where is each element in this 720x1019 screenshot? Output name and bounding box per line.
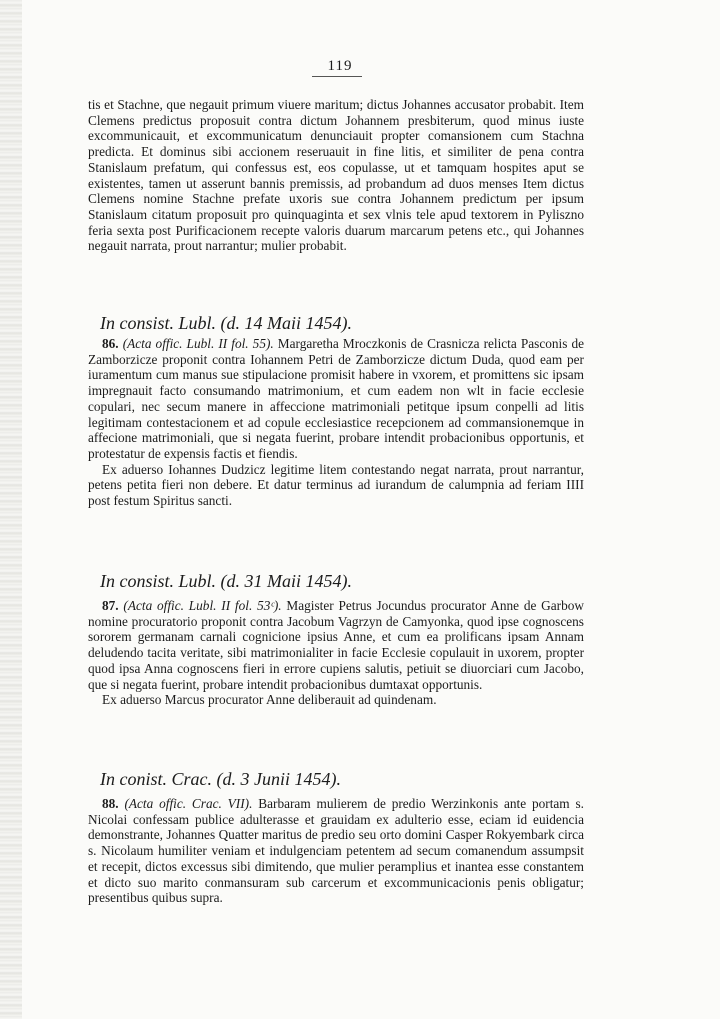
entry-citation: (Acta offic. Lubl. II fol. 53ᶜ). bbox=[123, 598, 282, 613]
entry-citation: (Acta offic. Crac. VII). bbox=[124, 796, 253, 811]
entry-citation: (Acta offic. Lubl. II fol. 55). bbox=[122, 336, 274, 351]
page-number-rule bbox=[312, 76, 362, 77]
section-heading-88: In conist. Crac. (d. 3 Junii 1454). bbox=[100, 769, 341, 789]
entry-86-response: Ex aduerso Iohannes Dudzicz legitime litem contestando negat narrata, prout narrantur, petens petita fieri non debere. Et datur terminus ad iurandum de calumpnia ad feriam IIII post festum Spiritus sancti. bbox=[88, 461, 584, 509]
entry-88 bbox=[88, 796, 584, 906]
entry-number: 88. bbox=[102, 796, 119, 811]
entry-87-response: Ex aduerso Marcus procurator Anne deliberauit ad quindenam. bbox=[102, 692, 437, 708]
entry-number: 86. bbox=[102, 336, 119, 351]
scan-edge bbox=[0, 0, 22, 1019]
entry-87 bbox=[88, 598, 584, 708]
page-number: 119 bbox=[327, 58, 353, 74]
entry-87-paragraph bbox=[88, 598, 584, 692]
entry-88-paragraph bbox=[88, 796, 584, 906]
section-heading-87: In consist. Lubl. (d. 31 Maii 1454). bbox=[100, 571, 352, 591]
entry-text: Margaretha Mroczkonis de Crasnicza relicta Pasconis de Zamborzicze proponit contra Iohannem Petri de Zamborzicze dictum Duda, quod eam per iuramentum cum manus sue stipulacione promisit habere in vxorem, et promittens sic ipsam impregnauit facto consumando matrimonium, et cum eadem non wlt in facie ecclesie copulari, nec secum manere in affeccione matrimoniali petitque ipsum conpelli ad litis legitimam contestacionem et ad copule ecclesiastice recepcionem ad commansionemque in affecione matrimoniali, que si negata fuerint, probare intendit probacionibus opportunis, et protestatur de expensis factis et fiendis. bbox=[88, 336, 584, 461]
continuation-text: tis et Stachne, que negauit primum viuere maritum; dictus Johannes accusator probabit. Item Clemens predictus proposuit contra dictum Johannem presbiterum, quod minus iuste excommunicauit, et excommunicatum denunciauit propter comansionem cum Stachna predicta. Et dominus sibi accionem reseruauit in fine litis, et similiter de pena contra Stanislaum prefatum, qui confessus est, eos copulasse, ut et tamquam hospites aput se existentes, tamen ut asserunt bannis premissis, ad probandum ad duos menses Item dictus Clemens nomine Stachne prefate uxoris sue contra Johannem predictum per ipsum Stanislaum citatum proposuit pro quinquaginta et sex vlnis tele apud textorem in Pyliszno feria sexta post Purificacionem recepte valoris duarum marcarum petens etc., qui Johannes negauit narrata, prout narrantur; mulier probabit. bbox=[88, 97, 584, 254]
entry-number: 87. bbox=[102, 598, 119, 613]
entry-text: Magister Petrus Jocundus procurator Anne de Garbow nomine procuratorio proponit contra Jacobum Vagrzyn de Camyonka, quod ipse cognoscens sororem germanam carnali cognicione ipsius Anne, et cum ea prolificans ipsam Annam deludendo tacita veritate, sibi matrimonialiter in facie Ecclesie copulauit in uxorem, propter quod ipsa Anna cognoscens fieri in errore cupiens salutis, petiuit se diuorciari cum Jacobo, que si negata fuerint, probare intendit probacionibus dumtaxat opportunis. bbox=[88, 598, 584, 692]
entry-text: Barbaram mulierem de predio Werzinkonis ante portam s. Nicolai confessam publice adulterasse et grauidam ex adulterio esse, eciam id euidencia demonstrante, Johannes Quatter maritus de predio seu orto domini Casper Rokyembark circa s. Nicolaum humiliter veniam et indulgenciam petentem ad secum comanendum assumpsit et recepit, dictos excessus sibi dimitendo, que mulier peramplius et inantea esse constantem et dicto suo marito conmansuram sub carcerum et excommunicacionis penis obligatur; presentibus quibus supra. bbox=[88, 796, 584, 906]
entry-86 bbox=[88, 336, 584, 509]
section-heading-86: In consist. Lubl. (d. 14 Maii 1454). bbox=[100, 313, 352, 333]
entry-86-paragraph bbox=[88, 336, 584, 462]
continuation-paragraph bbox=[88, 97, 584, 254]
